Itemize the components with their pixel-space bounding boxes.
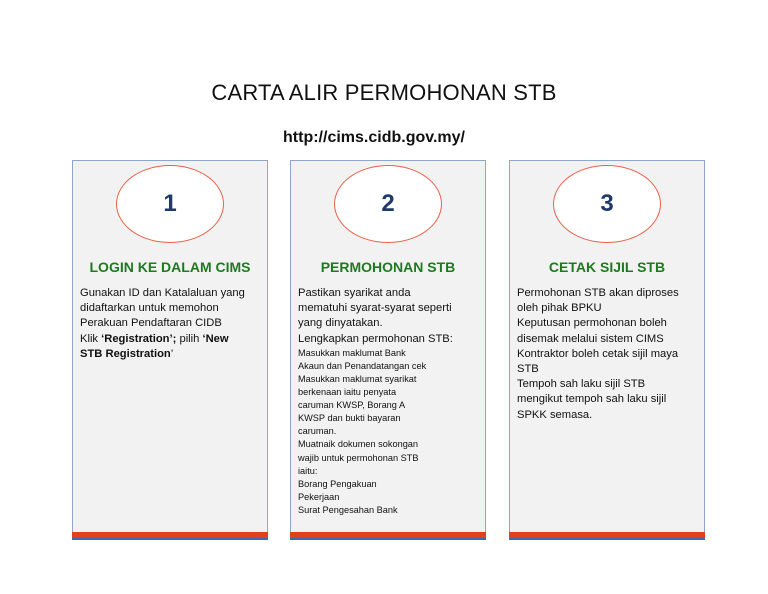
step-title: LOGIN KE DALAM CIMS (89, 259, 251, 275)
sub-item-line: Masukkan maklumat Bank (298, 347, 406, 358)
klik-mid: pilih (176, 332, 203, 345)
sub-item-line: Masukkan maklumat syarikat (298, 374, 417, 384)
step-number: 1 (163, 190, 177, 217)
step-card-1 (72, 160, 268, 540)
sub-item-line: KWSP dan bukti bayaran (298, 413, 401, 424)
step-number: 2 (381, 190, 395, 217)
description-line: Gunakan ID dan Katalaluan yang (80, 287, 245, 299)
step-number: 3 (600, 190, 614, 217)
description-line: SPKK semasa. (517, 408, 593, 421)
step-title: PERMOHONAN STB (320, 259, 456, 275)
description-line: Lengkapkan permohonan STB: (298, 332, 453, 345)
new-label: ‘New (202, 332, 229, 345)
description-line: mengikut tempoh sah laku sijil (517, 393, 667, 406)
step-number-oval (116, 165, 224, 243)
description-line: yang dinyatakan. (298, 317, 383, 330)
description-line: Perakuan Pendaftaran CIDB (80, 317, 222, 330)
closing-quote: ’ (170, 347, 174, 360)
description-line (80, 332, 263, 347)
document-line: Surat Pengesahan Bank (298, 504, 398, 515)
sub-item-line: berkenaan iaitu penyata (298, 387, 397, 398)
sub-item-line: Muatnaik dokumen sokongan (298, 439, 419, 450)
step-number-oval (334, 165, 442, 243)
description-line: didaftarkan untuk memohon (80, 302, 219, 315)
description-line: Pastikan syarikat anda (298, 287, 411, 299)
step-description (298, 286, 481, 517)
document-line: Borang Pengakuan (298, 478, 377, 489)
sub-item-line: caruman KWSP, Borang A (298, 400, 406, 411)
description-line: Tempoh sah laku sijil STB (517, 378, 646, 391)
registration-label: ‘Registration’; (101, 332, 177, 345)
document-line: Pekerjaan (298, 491, 340, 502)
step-description (517, 286, 700, 423)
description-line (80, 347, 263, 362)
description-line: Permohonan STB akan diproses (517, 287, 679, 299)
description-line: Keputusan permohonan boleh (517, 317, 667, 330)
description-line: STB (517, 363, 539, 376)
stb-registration-label: STB Registration (80, 347, 171, 360)
page-title: CARTA ALIR PERMOHONAN STB (211, 80, 557, 105)
step-number-oval (553, 165, 661, 243)
sub-item-line: caruman. (298, 426, 337, 437)
step-card-2 (290, 160, 486, 540)
klik-prefix: Klik (80, 332, 102, 345)
step-description (80, 286, 263, 362)
card-bottom-bar (290, 532, 486, 540)
sub-item-line: iaitu: (298, 465, 318, 476)
description-line: Kontraktor boleh cetak sijil maya (517, 347, 679, 360)
description-line: mematuhi syarat-syarat seperti (298, 302, 452, 315)
sub-item-line: Akaun dan Penandatangan cek (298, 360, 427, 371)
sub-item-line: wajib untuk permohonan STB (298, 452, 419, 463)
card-bottom-bar (509, 532, 705, 540)
description-line: oleh pihak BPKU (517, 302, 602, 315)
website-url: http://cims.cidb.gov.my/ (283, 129, 465, 146)
description-line: disemak melalui sistem CIMS (517, 332, 664, 345)
card-bottom-bar (72, 532, 268, 540)
step-title: CETAK SIJIL STB (548, 259, 666, 275)
step-card-3 (509, 160, 705, 540)
